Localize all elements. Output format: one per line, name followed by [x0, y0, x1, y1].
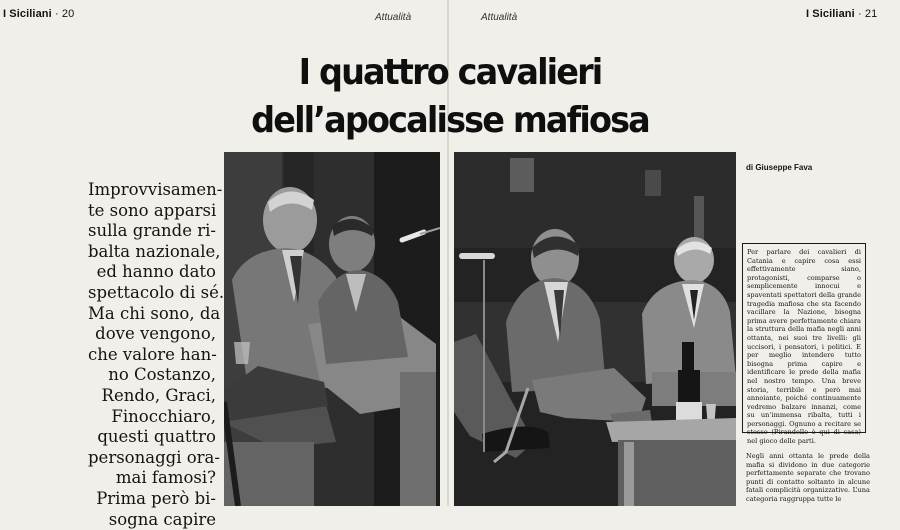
body-text-column: Negli anni ottanta le prede della mafia si dividono in due categorie perfettamente separate che trovano punti di contatto soltanto in alcune fatali complicità organizzative. L’una categoria raggruppa tutte le	[746, 452, 870, 504]
page-number-left: 20	[62, 8, 74, 20]
lead-line: che valore han-	[88, 345, 216, 366]
lead-line: te sono apparsi	[88, 201, 216, 222]
lead-line: mai famosi?	[88, 468, 216, 489]
lead-line: spettacolo di sé.	[88, 283, 216, 304]
lead-line: Rendo, Graci,	[88, 386, 216, 407]
running-header-left	[3, 8, 74, 20]
headline-line-1: I quattro cavalieri	[32, 52, 869, 93]
lead-line: Prima però bi-	[88, 489, 216, 510]
header-separator: ·	[855, 8, 865, 20]
photo-right-panel	[454, 152, 736, 506]
lead-line: Improvvisamen-	[88, 180, 216, 201]
section-label-right: Attualità	[481, 12, 517, 23]
lead-line: Finocchiaro,	[88, 407, 216, 428]
lead-line: sogna capire	[88, 510, 216, 530]
lead-line: sulla grande ri-	[88, 221, 216, 242]
lead-paragraph	[88, 180, 216, 530]
section-label-left: Attualità	[375, 12, 411, 23]
header-separator: ·	[52, 8, 62, 20]
running-header-right	[806, 8, 877, 20]
lead-line: balta nazionale,	[88, 242, 216, 263]
lead-line: no Costanzo,	[88, 365, 216, 386]
lead-line: ed hanno dato	[88, 262, 216, 283]
publication-name: I Siciliani	[3, 8, 52, 20]
lead-line: personaggi ora-	[88, 448, 216, 469]
byline: di Giuseppe Fava	[746, 163, 812, 172]
publication-name: I Siciliani	[806, 8, 855, 20]
lead-line: Ma chi sono, da	[88, 304, 216, 325]
photo-left-panel	[224, 152, 440, 506]
headline-line-2: dell’apocalisse mafiosa	[32, 100, 869, 141]
page-number-right: 21	[865, 8, 877, 20]
lead-line: dove vengono,	[88, 324, 216, 345]
boxed-intro-text: Per parlare dei cavalieri di Catania e capire cosa essi effettivamente siano, protagonisti, comparse o semplicemente innocui e spaventati spettatori della grande tragedia mafiosa che sta facendo vacillare la Nazione, bisogna prima avere perfettamente chiara la struttura della mafia negli anni ottanta, nei suoi tre livelli: gli uccisori, i pensatori, i politici. E per meglio intendere tutto bisogna prima capire e identificare le prede della mafia nel nostro tempo. Una breve storia, terribile e però mai annoiante, poiché continuamente vedremo balzare innanzi, come su un’immensa ribalta, tutti i personaggi. Ognuno a recitare se stesso (Pirandello è qui di casa) nel gioco delle parti.	[742, 243, 866, 433]
lead-line: questi quattro	[88, 427, 216, 448]
